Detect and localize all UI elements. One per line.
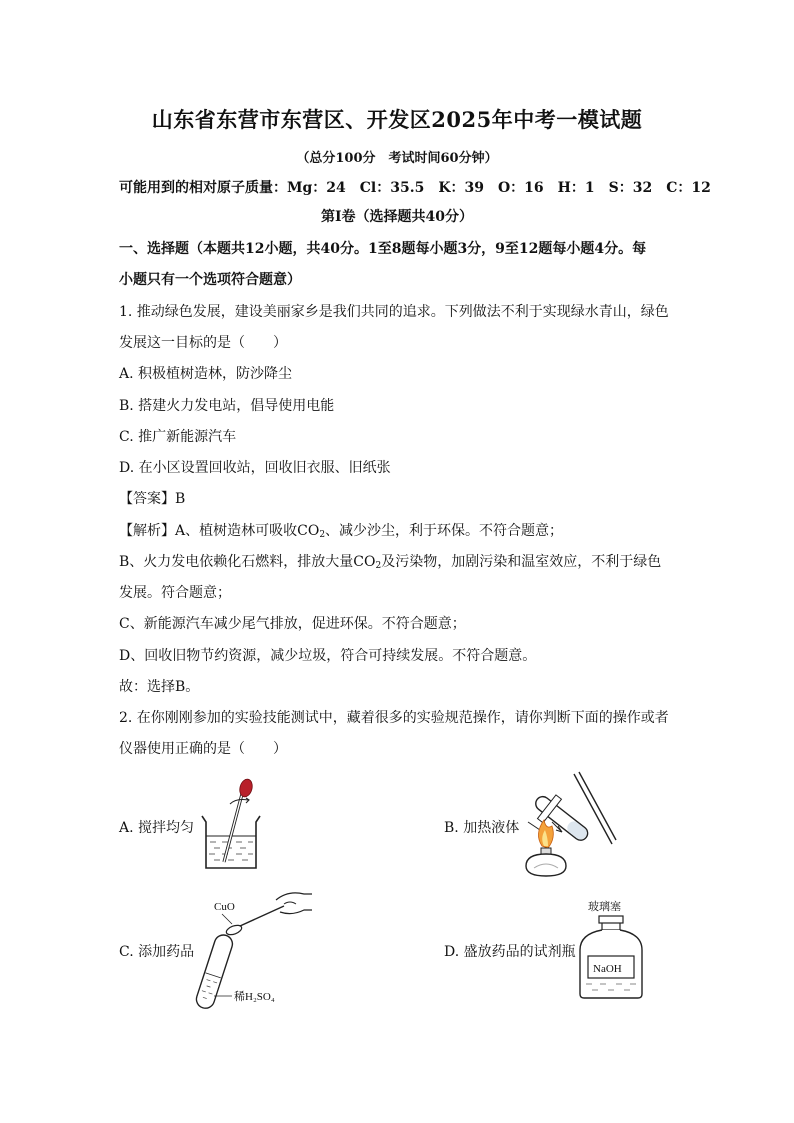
naoh-label: NaOH (593, 963, 622, 975)
q2-stem-line2: 仪器使用正确的是（ ） (119, 741, 287, 757)
q1-answer: 【答案】B (119, 491, 186, 507)
section-heading-line2: 小题只有一个选项符合题意） (119, 272, 301, 288)
exam-subtitle: （总分100分 考试时间60分钟） (296, 151, 498, 166)
q1-analysis-c: C、新能源汽车减少尾气排放，促进环保。不符合题意； (119, 616, 466, 632)
q1-stem-line2: 发展这一目标的是（ ） (119, 335, 287, 351)
q2-option-a: A. 搅拌均匀 (119, 820, 195, 836)
q1-option-b: B. 搭建火力发电站，倡导使用电能 (119, 398, 335, 414)
q1-option-d: D. 在小区设置回收站，回收旧衣服、旧纸张 (119, 460, 391, 476)
page-title: 山东省东营市东营区、开发区2025年中考一模试题 (151, 107, 643, 132)
section-heading-line1: 一、选择题（本题共12小题，共40分。1至8题每小题3分，9至12题每小题4分。每 (119, 241, 647, 257)
q1-analysis-d: D、回收旧物节约资源，减少垃圾，符合可持续发展。不符合题意。 (119, 648, 537, 664)
stirring-with-dropper-illustration (196, 776, 268, 872)
q1-analysis-b-cont: 发展。符合题意； (119, 585, 231, 601)
q1-option-c: C. 推广新能源汽车 (119, 429, 237, 445)
q1-option-a: A. 积极植树造林，防沙降尘 (119, 366, 293, 382)
q2-option-b: B. 加热液体 (444, 820, 520, 836)
adding-reagent-illustration (192, 880, 318, 1012)
dilute-acid-label: 稀H₂SO₄ (234, 991, 275, 1003)
q1-analysis-a: 【解析】A、植树造林可吸收$CO_2$、减少沙尘，利于环保。不符合题意； (119, 523, 564, 540)
q2-option-c: C. 添加药品 (119, 944, 195, 960)
atomic-masses: 可能用到的相对原子质量：Mg：24 Cl：35.5 K：39 O：16 H：1 S：32 C：12 (119, 180, 711, 196)
q2-stem-line1: 2. 在你刚刚参加的实验技能测试中，藏着很多的实验规范操作，请你判断下面的操作或者 (119, 710, 669, 726)
q1-analysis-b: B、火力发电依赖化石燃料，排放大量$CO_2$及污染物，加剧污染和温室效应，不利于绿色 (119, 554, 662, 571)
q1-conclusion: 故：选择B。 (119, 679, 200, 695)
part-heading: 第Ⅰ卷（选择题共40分） (320, 209, 474, 225)
glass-stopper-label: 玻璃塞 (588, 901, 621, 913)
reagent-bottle-illustration (572, 892, 650, 1002)
heating-liquid-illustration (516, 768, 620, 880)
q2-option-d: D. 盛放药品的试剂瓶 (444, 944, 576, 960)
q1-stem-line1: 1. 推动绿色发展，建设美丽家乡是我们共同的追求。下列做法不利于实现绿水青山，绿色 (119, 304, 669, 320)
cuo-label: CuO (214, 901, 235, 913)
